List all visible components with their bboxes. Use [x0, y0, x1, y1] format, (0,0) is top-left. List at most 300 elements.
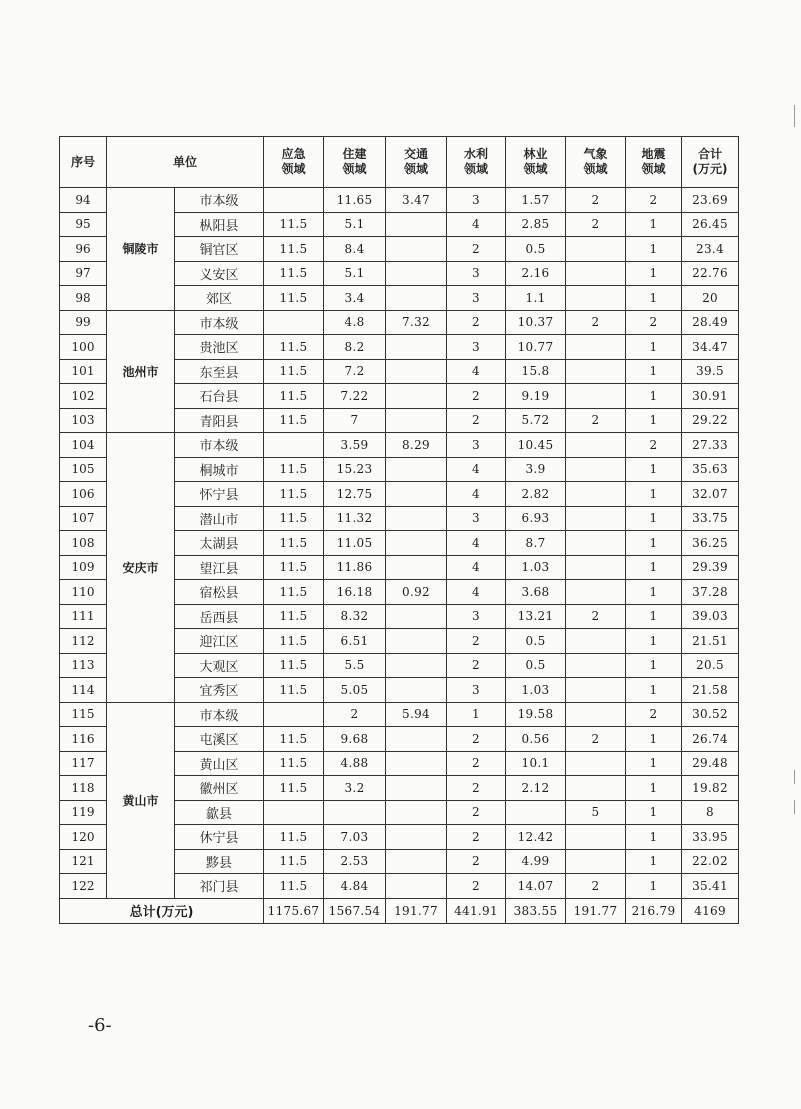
row-seq: 121: [60, 849, 107, 874]
cell-emergency: 11.5: [264, 629, 324, 654]
total-transport: 191.77: [386, 898, 447, 923]
cell-total: 27.33: [682, 433, 739, 458]
cell-water: 2: [447, 237, 506, 262]
budget-table: [59, 136, 739, 924]
cell-total: 20.5: [682, 653, 739, 678]
cell-construction: 6.51: [324, 629, 386, 654]
cell-earthquake: 1: [626, 286, 682, 311]
cell-forestry: 0.56: [506, 727, 566, 752]
row-unit: 歙县: [175, 800, 264, 825]
row-unit: 东至县: [175, 359, 264, 384]
row-unit: 铜官区: [175, 237, 264, 262]
cell-construction: 2: [324, 702, 386, 727]
row-unit: 宿松县: [175, 580, 264, 605]
cell-transport: [386, 237, 447, 262]
cell-emergency: [264, 188, 324, 213]
cell-emergency: 11.5: [264, 384, 324, 409]
cell-emergency: 11.5: [264, 580, 324, 605]
cell-water: 2: [447, 310, 506, 335]
cell-emergency: [264, 310, 324, 335]
cell-emergency: 11.5: [264, 531, 324, 556]
cell-construction: 4.88: [324, 751, 386, 776]
table-body: [60, 188, 739, 899]
cell-earthquake: 1: [626, 212, 682, 237]
total-water: 441.91: [447, 898, 506, 923]
cell-meteorology: [566, 482, 626, 507]
cell-emergency: 11.5: [264, 874, 324, 899]
page-number: -6-: [88, 1015, 112, 1036]
cell-emergency: 11.5: [264, 359, 324, 384]
cell-water: 2: [447, 751, 506, 776]
row-unit: 黄山区: [175, 751, 264, 776]
cell-forestry: 2.16: [506, 261, 566, 286]
cell-water: 3: [447, 506, 506, 531]
city-name: 安庆市: [107, 433, 175, 703]
total-earthquake: 216.79: [626, 898, 682, 923]
cell-meteorology: [566, 531, 626, 556]
cell-transport: [386, 482, 447, 507]
cell-earthquake: 1: [626, 653, 682, 678]
cell-meteorology: [566, 825, 626, 850]
cell-forestry: 1.03: [506, 678, 566, 703]
row-seq: 113: [60, 653, 107, 678]
cell-earthquake: 1: [626, 359, 682, 384]
cell-water: 2: [447, 849, 506, 874]
row-seq: 120: [60, 825, 107, 850]
cell-meteorology: [566, 457, 626, 482]
cell-construction: [324, 800, 386, 825]
header-forestry: 林业 领域: [506, 137, 566, 188]
cell-emergency: 11.5: [264, 506, 324, 531]
cell-forestry: 14.07: [506, 874, 566, 899]
cell-construction: 16.18: [324, 580, 386, 605]
cell-earthquake: 1: [626, 384, 682, 409]
row-seq: 102: [60, 384, 107, 409]
cell-emergency: [264, 702, 324, 727]
row-unit: 岳西县: [175, 604, 264, 629]
cell-transport: 3.47: [386, 188, 447, 213]
cell-transport: [386, 384, 447, 409]
cell-water: 2: [447, 874, 506, 899]
total-row: [60, 898, 739, 923]
cell-water: 1: [447, 702, 506, 727]
cell-meteorology: 2: [566, 310, 626, 335]
cell-forestry: 5.72: [506, 408, 566, 433]
cell-earthquake: 1: [626, 457, 682, 482]
scan-edge-mark: [794, 105, 795, 127]
cell-forestry: 6.93: [506, 506, 566, 531]
cell-earthquake: 1: [626, 580, 682, 605]
cell-meteorology: [566, 237, 626, 262]
table-row: [60, 702, 739, 727]
cell-construction: 8.32: [324, 604, 386, 629]
row-seq: 106: [60, 482, 107, 507]
cell-water: 3: [447, 261, 506, 286]
cell-transport: [386, 408, 447, 433]
row-seq: 97: [60, 261, 107, 286]
cell-total: 22.76: [682, 261, 739, 286]
cell-transport: [386, 776, 447, 801]
total-forestry: 383.55: [506, 898, 566, 923]
total-meteorology: 191.77: [566, 898, 626, 923]
cell-forestry: 13.21: [506, 604, 566, 629]
total-label: 总计(万元): [60, 898, 264, 923]
cell-earthquake: 1: [626, 874, 682, 899]
cell-construction: 8.4: [324, 237, 386, 262]
cell-water: 4: [447, 359, 506, 384]
cell-meteorology: [566, 629, 626, 654]
row-seq: 95: [60, 212, 107, 237]
cell-construction: 11.86: [324, 555, 386, 580]
table-row: [60, 433, 739, 458]
cell-transport: [386, 335, 447, 360]
cell-water: 3: [447, 286, 506, 311]
cell-construction: 4.84: [324, 874, 386, 899]
cell-earthquake: 2: [626, 702, 682, 727]
row-unit: 桐城市: [175, 457, 264, 482]
cell-forestry: 0.5: [506, 653, 566, 678]
cell-emergency: 11.5: [264, 751, 324, 776]
cell-earthquake: 1: [626, 261, 682, 286]
cell-total: 21.51: [682, 629, 739, 654]
cell-emergency: 11.5: [264, 678, 324, 703]
cell-transport: [386, 212, 447, 237]
cell-emergency: 11.5: [264, 286, 324, 311]
cell-construction: 3.4: [324, 286, 386, 311]
cell-total: 8: [682, 800, 739, 825]
cell-transport: [386, 678, 447, 703]
cell-transport: [386, 359, 447, 384]
row-seq: 118: [60, 776, 107, 801]
cell-forestry: 10.45: [506, 433, 566, 458]
header-meteorology: 气象 领域: [566, 137, 626, 188]
row-unit: 黟县: [175, 849, 264, 874]
cell-total: 30.52: [682, 702, 739, 727]
cell-forestry: 19.58: [506, 702, 566, 727]
row-unit: 迎江区: [175, 629, 264, 654]
row-unit: 休宁县: [175, 825, 264, 850]
cell-earthquake: 1: [626, 727, 682, 752]
cell-construction: 12.75: [324, 482, 386, 507]
cell-construction: 5.1: [324, 212, 386, 237]
cell-forestry: 1.03: [506, 555, 566, 580]
cell-transport: [386, 874, 447, 899]
cell-meteorology: 2: [566, 604, 626, 629]
row-unit: 市本级: [175, 433, 264, 458]
cell-water: 2: [447, 408, 506, 433]
cell-earthquake: 1: [626, 237, 682, 262]
cell-water: 2: [447, 727, 506, 752]
scan-edge-mark: [794, 770, 795, 784]
row-unit: 大观区: [175, 653, 264, 678]
cell-transport: [386, 286, 447, 311]
row-seq: 100: [60, 335, 107, 360]
table-row: [60, 310, 739, 335]
cell-total: 28.49: [682, 310, 739, 335]
row-seq: 122: [60, 874, 107, 899]
cell-emergency: 11.5: [264, 653, 324, 678]
cell-construction: 15.23: [324, 457, 386, 482]
cell-water: 3: [447, 188, 506, 213]
cell-meteorology: [566, 678, 626, 703]
cell-emergency: 11.5: [264, 408, 324, 433]
row-seq: 107: [60, 506, 107, 531]
cell-forestry: 0.5: [506, 629, 566, 654]
cell-forestry: 15.8: [506, 359, 566, 384]
row-seq: 116: [60, 727, 107, 752]
cell-transport: 8.29: [386, 433, 447, 458]
cell-forestry: 3.9: [506, 457, 566, 482]
cell-meteorology: [566, 555, 626, 580]
cell-transport: 5.94: [386, 702, 447, 727]
cell-transport: [386, 506, 447, 531]
cell-forestry: 0.5: [506, 237, 566, 262]
cell-emergency: 11.5: [264, 604, 324, 629]
cell-water: 2: [447, 800, 506, 825]
cell-earthquake: 1: [626, 531, 682, 556]
grand-total: 4169: [682, 898, 739, 923]
cell-transport: [386, 751, 447, 776]
cell-earthquake: 1: [626, 335, 682, 360]
city-name: 黄山市: [107, 702, 175, 898]
row-unit: 潜山市: [175, 506, 264, 531]
cell-construction: 3.59: [324, 433, 386, 458]
row-unit: 祁门县: [175, 874, 264, 899]
total-emergency: 1175.67: [264, 898, 324, 923]
cell-forestry: 1.1: [506, 286, 566, 311]
cell-forestry: 2.85: [506, 212, 566, 237]
cell-water: 3: [447, 678, 506, 703]
cell-meteorology: 2: [566, 408, 626, 433]
cell-transport: [386, 800, 447, 825]
row-seq: 99: [60, 310, 107, 335]
cell-construction: 8.2: [324, 335, 386, 360]
row-unit: 贵池区: [175, 335, 264, 360]
cell-total: 20: [682, 286, 739, 311]
scan-edge-mark: [794, 800, 795, 814]
row-seq: 119: [60, 800, 107, 825]
cell-transport: [386, 457, 447, 482]
cell-water: 2: [447, 776, 506, 801]
row-seq: 105: [60, 457, 107, 482]
cell-water: 2: [447, 629, 506, 654]
row-unit: 屯溪区: [175, 727, 264, 752]
cell-transport: [386, 849, 447, 874]
cell-earthquake: 1: [626, 751, 682, 776]
cell-water: 4: [447, 212, 506, 237]
cell-meteorology: [566, 286, 626, 311]
cell-water: 4: [447, 531, 506, 556]
cell-meteorology: [566, 384, 626, 409]
cell-earthquake: 2: [626, 310, 682, 335]
cell-construction: 11.05: [324, 531, 386, 556]
table-row: [60, 188, 739, 213]
cell-emergency: 11.5: [264, 776, 324, 801]
cell-emergency: [264, 433, 324, 458]
row-unit: 徽州区: [175, 776, 264, 801]
cell-construction: 11.65: [324, 188, 386, 213]
row-unit: 市本级: [175, 188, 264, 213]
cell-transport: 0.92: [386, 580, 447, 605]
cell-total: 34.47: [682, 335, 739, 360]
cell-forestry: 8.7: [506, 531, 566, 556]
cell-water: 3: [447, 335, 506, 360]
cell-construction: 5.05: [324, 678, 386, 703]
row-unit: 望江县: [175, 555, 264, 580]
row-unit: 枞阳县: [175, 212, 264, 237]
header-total: 合计 (万元): [682, 137, 739, 188]
cell-meteorology: [566, 776, 626, 801]
cell-transport: [386, 825, 447, 850]
cell-emergency: 11.5: [264, 849, 324, 874]
cell-forestry: 9.19: [506, 384, 566, 409]
cell-emergency: 11.5: [264, 457, 324, 482]
row-seq: 104: [60, 433, 107, 458]
cell-emergency: [264, 800, 324, 825]
cell-total: 29.48: [682, 751, 739, 776]
cell-emergency: 11.5: [264, 212, 324, 237]
cell-earthquake: 1: [626, 678, 682, 703]
cell-total: 21.58: [682, 678, 739, 703]
cell-forestry: 10.37: [506, 310, 566, 335]
cell-total: 33.95: [682, 825, 739, 850]
cell-meteorology: 5: [566, 800, 626, 825]
cell-meteorology: 2: [566, 188, 626, 213]
row-seq: 111: [60, 604, 107, 629]
cell-construction: 7: [324, 408, 386, 433]
cell-emergency: 11.5: [264, 237, 324, 262]
cell-total: 26.45: [682, 212, 739, 237]
cell-emergency: 11.5: [264, 261, 324, 286]
cell-forestry: 12.42: [506, 825, 566, 850]
cell-total: 37.28: [682, 580, 739, 605]
cell-forestry: 2.82: [506, 482, 566, 507]
cell-earthquake: 2: [626, 433, 682, 458]
cell-emergency: 11.5: [264, 482, 324, 507]
cell-total: 39.5: [682, 359, 739, 384]
cell-construction: 7.03: [324, 825, 386, 850]
cell-earthquake: 2: [626, 188, 682, 213]
row-seq: 114: [60, 678, 107, 703]
header-row: [60, 137, 739, 188]
row-unit: 郊区: [175, 286, 264, 311]
row-seq: 112: [60, 629, 107, 654]
cell-total: 26.74: [682, 727, 739, 752]
cell-total: 19.82: [682, 776, 739, 801]
cell-forestry: 10.77: [506, 335, 566, 360]
cell-total: 29.22: [682, 408, 739, 433]
cell-transport: [386, 653, 447, 678]
cell-meteorology: [566, 849, 626, 874]
total-construction: 1567.54: [324, 898, 386, 923]
cell-construction: 3.2: [324, 776, 386, 801]
row-unit: 市本级: [175, 702, 264, 727]
cell-water: 3: [447, 604, 506, 629]
cell-earthquake: 1: [626, 482, 682, 507]
cell-transport: [386, 531, 447, 556]
cell-total: 22.02: [682, 849, 739, 874]
cell-transport: [386, 604, 447, 629]
cell-total: 35.41: [682, 874, 739, 899]
cell-earthquake: 1: [626, 408, 682, 433]
cell-meteorology: [566, 580, 626, 605]
city-name: 池州市: [107, 310, 175, 433]
cell-meteorology: 2: [566, 727, 626, 752]
cell-earthquake: 1: [626, 629, 682, 654]
cell-meteorology: [566, 506, 626, 531]
row-seq: 94: [60, 188, 107, 213]
cell-earthquake: 1: [626, 776, 682, 801]
cell-construction: 9.68: [324, 727, 386, 752]
cell-total: 32.07: [682, 482, 739, 507]
cell-water: 4: [447, 482, 506, 507]
cell-construction: 7.2: [324, 359, 386, 384]
row-unit: 市本级: [175, 310, 264, 335]
row-unit: 宜秀区: [175, 678, 264, 703]
cell-earthquake: 1: [626, 555, 682, 580]
cell-meteorology: [566, 359, 626, 384]
cell-forestry: 1.57: [506, 188, 566, 213]
cell-meteorology: 2: [566, 212, 626, 237]
row-unit: 石台县: [175, 384, 264, 409]
cell-forestry: 10.1: [506, 751, 566, 776]
cell-meteorology: [566, 702, 626, 727]
cell-transport: [386, 727, 447, 752]
cell-water: 2: [447, 653, 506, 678]
header-construction: 住建 领域: [324, 137, 386, 188]
cell-meteorology: [566, 653, 626, 678]
header-water: 水利 领域: [447, 137, 506, 188]
row-seq: 101: [60, 359, 107, 384]
cell-forestry: 3.68: [506, 580, 566, 605]
row-unit: 青阳县: [175, 408, 264, 433]
cell-construction: 5.1: [324, 261, 386, 286]
cell-meteorology: [566, 261, 626, 286]
cell-transport: [386, 261, 447, 286]
row-seq: 103: [60, 408, 107, 433]
cell-total: 23.69: [682, 188, 739, 213]
row-seq: 109: [60, 555, 107, 580]
cell-total: 30.91: [682, 384, 739, 409]
row-seq: 96: [60, 237, 107, 262]
header-seq: 序号: [60, 137, 107, 188]
cell-construction: 11.32: [324, 506, 386, 531]
row-seq: 117: [60, 751, 107, 776]
cell-total: 23.4: [682, 237, 739, 262]
cell-earthquake: 1: [626, 506, 682, 531]
row-seq: 115: [60, 702, 107, 727]
header-transport: 交通 领域: [386, 137, 447, 188]
row-unit: 怀宁县: [175, 482, 264, 507]
cell-emergency: 11.5: [264, 727, 324, 752]
cell-forestry: 2.12: [506, 776, 566, 801]
cell-meteorology: [566, 433, 626, 458]
cell-meteorology: 2: [566, 874, 626, 899]
cell-meteorology: [566, 335, 626, 360]
cell-transport: [386, 629, 447, 654]
header-emergency: 应急 领域: [264, 137, 324, 188]
cell-emergency: 11.5: [264, 555, 324, 580]
cell-meteorology: [566, 751, 626, 776]
cell-water: 4: [447, 555, 506, 580]
cell-total: 36.25: [682, 531, 739, 556]
row-unit: 义安区: [175, 261, 264, 286]
cell-water: 4: [447, 580, 506, 605]
cell-total: 29.39: [682, 555, 739, 580]
cell-total: 33.75: [682, 506, 739, 531]
cell-earthquake: 1: [626, 825, 682, 850]
row-unit: 太湖县: [175, 531, 264, 556]
